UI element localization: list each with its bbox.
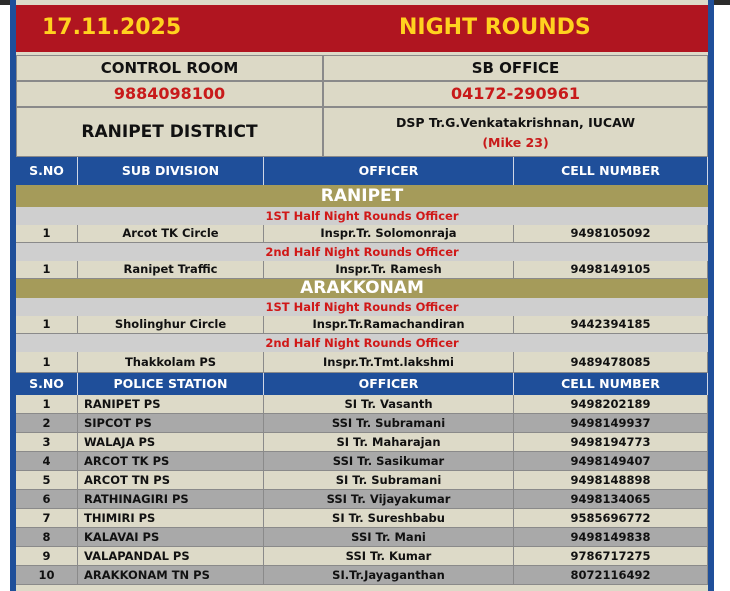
table-row: 2 SIPCOT PS SSI Tr. Subramani 9498149937 xyxy=(16,414,708,433)
table-row: 3 WALAJA PS SI Tr. Maharajan 9498194773 xyxy=(16,433,708,452)
table-row: 8 KALAVAI PS SSI Tr. Mani 9498149838 xyxy=(16,528,708,547)
right-blue-border xyxy=(708,0,714,591)
col-header-sno: S.NO xyxy=(16,373,78,395)
report-title: NIGHT ROUNDS xyxy=(399,15,591,40)
police-station-table-header xyxy=(16,373,708,395)
table-row: 1 Arcot TK Circle Inspr.Tr. Solomonraja 9498105092 xyxy=(16,225,708,243)
col-header-officer: OFFICER xyxy=(264,157,514,185)
col-header-cell-number: CELL NUMBER xyxy=(514,157,708,185)
section-arakkonam: ARAKKONAM xyxy=(16,279,708,298)
table-row: 7 THIMIRI PS SI Tr. Sureshbabu 9585696772 xyxy=(16,509,708,528)
subdivision-table-header xyxy=(16,157,708,185)
dsp-name: DSP Tr.G.Venkatakrishnan, IUCAW xyxy=(395,115,636,130)
table-row: 4 ARCOT TK PS SSI Tr. Sasikumar 9498149407 xyxy=(16,452,708,471)
half-label: 1ST Half Night Rounds Officer xyxy=(16,298,708,316)
col-header-police-station: POLICE STATION xyxy=(78,373,264,395)
section-ranipet: RANIPET xyxy=(16,185,708,207)
table-row: 6 RATHINAGIRI PS SSI Tr. Vijayakumar 9498134065 xyxy=(16,490,708,509)
table-row: 5 ARCOT TN PS SI Tr. Subramani 9498148898 xyxy=(16,471,708,490)
col-header-sub-division: SUB DIVISION xyxy=(78,157,264,185)
table-row: 10 ARAKKONAM TN PS SI.Tr.Jayaganthan 8072116492 xyxy=(16,566,708,585)
half-label: 2nd Half Night Rounds Officer xyxy=(16,334,708,352)
half-label: 1ST Half Night Rounds Officer xyxy=(16,207,708,225)
table-row: 9 VALAPANDAL PS SSI Tr. Kumar 9786717275 xyxy=(16,547,708,566)
dsp-info xyxy=(323,107,708,157)
col-header-cell-number: CELL NUMBER xyxy=(514,373,708,395)
table-row: 1 Sholinghur Circle Inspr.Tr.Ramachandiran 9442394185 xyxy=(16,316,708,334)
col-header-officer: OFFICER xyxy=(264,373,514,395)
col-header-sno: S.NO xyxy=(16,157,78,185)
control-room-label: CONTROL ROOM xyxy=(16,55,323,81)
table-row: 1 Thakkolam PS Inspr.Tr.Tmt.lakshmi 9489478085 xyxy=(16,352,708,373)
title-banner xyxy=(16,5,708,52)
sb-office-number: 04172-290961 xyxy=(323,81,708,107)
sb-office-label: SB OFFICE xyxy=(323,55,708,81)
table-row-partial xyxy=(16,585,708,591)
table-row: 1 Ranipet Traffic Inspr.Tr. Ramesh 9498149105 xyxy=(16,261,708,279)
half-label: 2nd Half Night Rounds Officer xyxy=(16,243,708,261)
district-name: RANIPET DISTRICT xyxy=(16,107,323,157)
dsp-call-sign: (Mike 23) xyxy=(482,135,549,150)
table-row: 1 RANIPET PS SI Tr. Vasanth 9498202189 xyxy=(16,395,708,414)
report-date: 17.11.2025 xyxy=(42,15,182,40)
control-room-number: 9884098100 xyxy=(16,81,323,107)
